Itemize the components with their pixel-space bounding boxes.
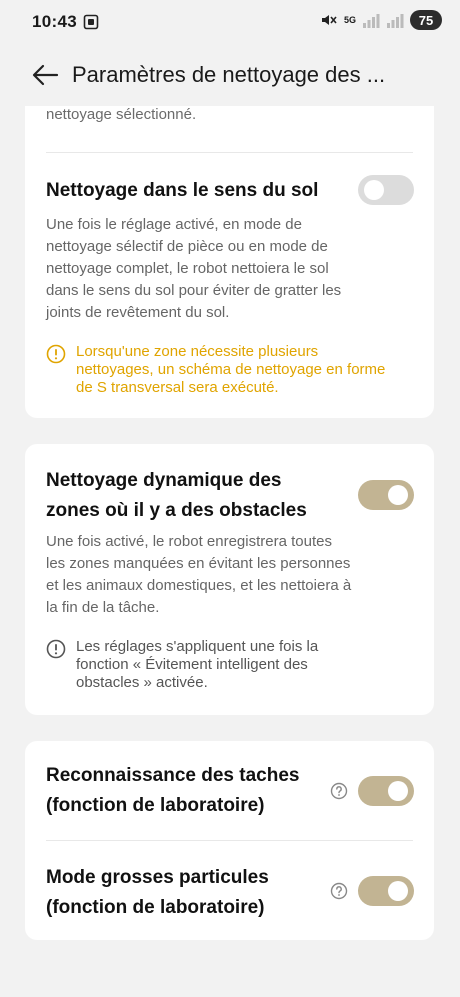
stain-recognition-toggle[interactable] (358, 776, 414, 806)
mute-icon (320, 11, 338, 29)
dynamic-obstacles-toggle[interactable] (358, 480, 414, 510)
previous-setting-description: nettoyage sélectionné. (46, 106, 197, 123)
settings-card-lab-features (25, 741, 434, 940)
signal-icon-2 (386, 11, 404, 29)
status-icons (320, 10, 442, 30)
large-particles-toggle[interactable] (358, 876, 414, 906)
status-time: 10:43 (32, 12, 77, 31)
warning-icon (46, 344, 66, 364)
help-icon[interactable] (330, 782, 348, 800)
info-icon (46, 639, 66, 659)
warning-note-text: Lorsqu'une zone nécessite plusieurs nettoyages, un schéma de nettoyage en forme de S transversal sera exécuté. (76, 343, 386, 396)
setting-title-floor-direction: Nettoyage dans le sens du sol (46, 180, 319, 201)
back-arrow-icon[interactable] (30, 60, 60, 90)
help-icon[interactable] (330, 882, 348, 900)
screenshot-icon (83, 14, 99, 30)
toggle-knob (388, 881, 408, 901)
setting-description-dynamic-obstacles: Une fois activé, le robot enregistrera toutes les zones manquées en évitant les personnes et les animaux domestiques, et les nettoiera à la fin de la tâche. (46, 533, 352, 616)
info-note-text: Les réglages s'appliquent une fois la fonction « Évitement intelligent des obstacles » activée. (76, 638, 319, 691)
setting-title-stain-recognition: Reconnaissance des taches (fonction de laboratoire) (46, 765, 300, 816)
network-type: 5G (343, 14, 356, 25)
divider (46, 152, 413, 153)
toggle-knob (364, 180, 384, 200)
signal-icon (362, 11, 380, 29)
app-bar (0, 50, 460, 100)
settings-card-dynamic-obstacles (25, 444, 434, 715)
page-title: Paramètres de nettoyage des ... (72, 62, 386, 87)
toggle-knob (388, 781, 408, 801)
toggle-knob (388, 485, 408, 505)
setting-title-dynamic-obstacles: Nettoyage dynamique des zones où il y a des obstacles (46, 470, 307, 521)
info-note (46, 638, 404, 692)
divider (46, 840, 413, 841)
status-bar (0, 0, 460, 46)
warning-note (46, 343, 404, 397)
floor-direction-toggle[interactable] (358, 175, 414, 205)
setting-title-large-particles: Mode grosses particules (fonction de laboratoire) (46, 867, 269, 918)
settings-card-floor-direction (25, 106, 434, 418)
battery-indicator: 75 (410, 10, 442, 30)
setting-description-floor-direction: Une fois le réglage activé, en mode de nettoyage sélectif de pièce ou en mode de nettoyage complet, le robot nettoiera le sol dans le sens du sol pour éviter de gratter les joints de revêtement du sol. (46, 216, 342, 321)
